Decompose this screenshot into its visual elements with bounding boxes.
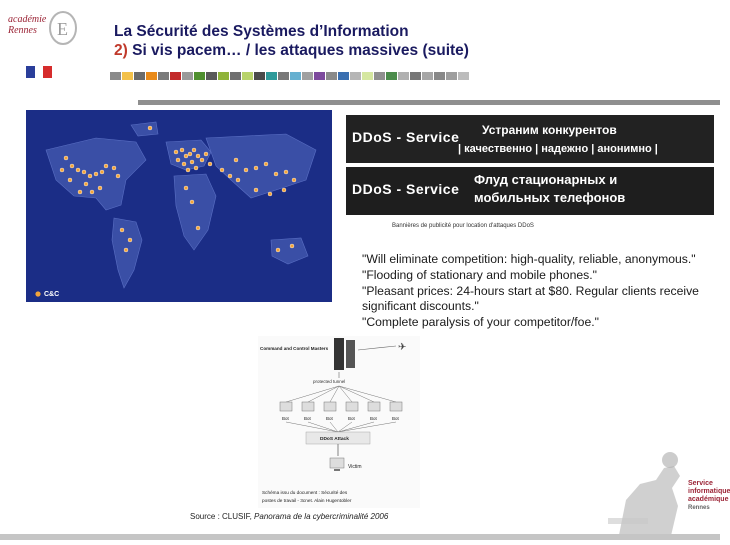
bot-computer-icon [302,402,314,411]
bot-location-dot [94,172,98,176]
subtitle-number: 2) [114,42,128,59]
bot-location-dot [76,168,80,172]
color-strip-block [290,72,301,80]
color-strip-block [158,72,169,80]
bot-location-dot [188,152,192,156]
bot-location-dot [100,170,104,174]
bot-location-dot [290,244,294,248]
color-strip-block [458,72,469,80]
bot-location-dot [60,168,64,172]
color-strip-block [398,72,409,80]
color-strip-block [182,72,193,80]
color-strip-block [218,72,229,80]
bot-location-dot [264,162,268,166]
service-line3: académique [688,496,729,503]
bot-location-dot [174,150,178,154]
bot-label: Bot [348,416,355,421]
color-strip-block [242,72,253,80]
bot-label: Bot [326,416,333,421]
bot-location-dot [254,188,258,192]
bot-location-dot [112,166,116,170]
color-strip-block [230,72,241,80]
service-line4: Rennes [688,505,710,511]
service-corner-logo [600,440,730,540]
bot-location-dot [244,168,248,172]
color-strip-block [350,72,361,80]
bot-location-dot [120,228,124,232]
bot-location-dot [184,154,188,158]
bot-location-dot [220,168,224,172]
slide-subtitle [114,41,469,61]
bot-location-dot [84,182,88,186]
color-strip-block [386,72,397,80]
color-strip-block [134,72,145,80]
bot-label: Bot [392,416,399,421]
bot-computer-icon [324,402,336,411]
bot-computer-icon [346,402,358,411]
source-citation [190,512,388,521]
bot-label: Bot [282,416,289,421]
ddos-banner-2 [346,167,714,215]
color-strip-block [314,72,325,80]
bot-location-dot [124,248,128,252]
source-title: Panorama de la cybercriminalité 2006 [254,512,389,521]
bot-location-dot [180,148,184,152]
bot-location-dot [268,192,272,196]
bot-location-dot [200,158,204,162]
map-legend-label: C&C [44,291,60,298]
bot-location-dot [190,160,194,164]
bot-label: Bot [370,416,377,421]
bot-location-dot [88,174,92,178]
bot-location-dot [236,178,240,182]
bot-computer-icon [390,402,402,411]
cc-server-icon [334,338,344,370]
ddos-banner-1 [346,115,714,163]
ddos-banner-2-text [474,171,625,207]
color-strip-block [110,72,121,80]
bot-computer-icon [280,402,292,411]
quote-line: "Flooding of stationary and mobile phones." [362,267,597,282]
logo-line2: Rennes [8,25,37,36]
academie-logo [8,10,78,70]
ddos-caption: Bannières de publicité pour location d'attaques DDoS [392,223,534,229]
diagram-caption-line1: Schéma issu du document : Sécurité des [262,490,348,495]
bot-location-dot [78,190,82,194]
ddos-ad-banners [346,115,714,215]
bot-location-dot [282,188,286,192]
color-strip-block [410,72,421,80]
ddos-banner-2-line1: Флуд стационарных и [474,172,618,187]
translated-quotes [362,252,720,331]
ddos-banner-1-label: DDoS - Service [352,129,460,145]
color-strip-block [194,72,205,80]
color-strip-block [170,72,181,80]
bot-location-dot [148,126,152,130]
ddos-banner-1-line2: | качественно | надежно | анонимно | [458,143,658,155]
color-strip-block [254,72,265,80]
color-strip-block [122,72,133,80]
color-strip-block [338,72,349,80]
bot-location-dot [254,166,258,170]
bot-location-dot [274,172,278,176]
bot-location-dot [192,148,196,152]
attacker-icon: ✈ [398,342,407,353]
quote-line: "Pleasant prices: 24-hours start at $80. Regular clients receive [362,283,699,298]
source-prefix: Source : CLUSIF, [190,512,255,521]
cc-label: Command and Control Masters [260,346,329,351]
logo-text [8,14,46,36]
bot-location-dot [70,164,74,168]
botnet-diagram-image [258,336,420,508]
french-flag-icon [26,66,52,78]
bot-location-dot [196,226,200,230]
victim-label: Victim [348,464,362,470]
color-strip-block [266,72,277,80]
logo-line1: académie [8,14,47,25]
subtitle-text: Si vis pacem… / les attaques massives (suite) [127,42,469,59]
cc-server-icon [346,340,355,368]
service-line2: informatique [688,488,730,495]
republic-emblem-icon [48,10,78,46]
color-strip-block [434,72,445,80]
tunnel-label: protected tunnel [313,379,346,384]
bot-location-dot [176,158,180,162]
color-strip-block [302,72,313,80]
color-strip-block [446,72,457,80]
bot-location-dot [90,190,94,194]
bot-location-dot [186,168,190,172]
color-strip-block [374,72,385,80]
bot-location-dot [194,166,198,170]
quote-line: significant discounts." [362,299,479,314]
bot-location-dot [128,238,132,242]
bot-location-dot [234,158,238,162]
bot-location-dot [104,164,108,168]
botnet-diagram [258,336,420,508]
bot-location-dot [196,154,200,158]
color-strip-block [326,72,337,80]
bot-location-dot [98,186,102,190]
victim-monitor-icon [330,458,344,468]
bot-location-dot [204,152,208,156]
bot-location-dot [284,170,288,174]
bot-location-dot [64,156,68,160]
bot-location-dot [116,174,120,178]
legend-dot [35,291,40,296]
gray-divider [138,100,720,105]
color-strip [110,72,470,80]
botnet-world-map [26,110,332,302]
quote-line: "Complete paralysis of your competitor/foe." [362,315,599,330]
bot-location-dot [184,186,188,190]
ddos-banner-2-label: DDoS - Service [352,181,460,197]
bot-location-dot [208,162,212,166]
slide-title: La Sécurité des Systèmes d’Information [114,23,409,40]
ddos-banner-1-line1: Устраним конкурентов [482,123,617,137]
bot-location-dot [68,178,72,182]
color-strip-block [278,72,289,80]
ddos-attack-label: DDoS Attack [320,437,349,442]
quote-line: "Will eliminate competition: high-quality, reliable, anonymous." [362,252,696,266]
bot-label: Bot [304,416,311,421]
color-strip-block [362,72,373,80]
color-strip-block [146,72,157,80]
world-map-image [26,110,332,302]
bot-computer-icon [368,402,380,411]
service-line1: Service [688,480,713,487]
bottom-rule [0,534,720,540]
bot-location-dot [182,162,186,166]
bot-location-dot [228,174,232,178]
color-strip-block [422,72,433,80]
emblem-letter: E [57,19,68,39]
bot-location-dot [82,170,86,174]
bot-location-dot [292,178,296,182]
service-text [688,480,730,512]
diagram-caption-line2: postes de travail - 3cnet. Alain Hugentobler [262,498,352,503]
ddos-banner-2-line2: мобильных телефонов [474,190,626,205]
bot-location-dot [276,248,280,252]
bot-location-dot [190,200,194,204]
color-strip-block [206,72,217,80]
